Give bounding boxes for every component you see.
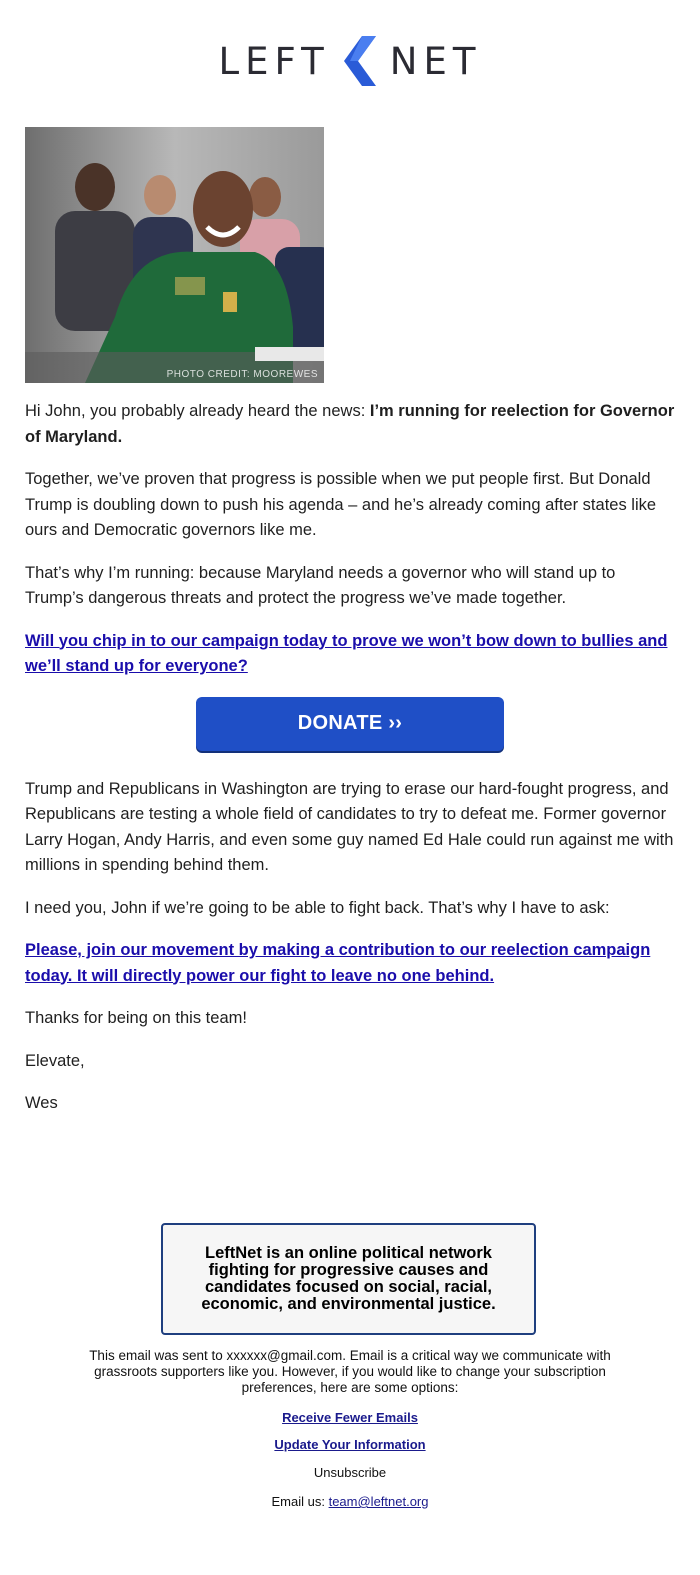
receive-fewer-emails-link[interactable]: Receive Fewer Emails	[282, 1410, 418, 1425]
contribution-link[interactable]: Please, join our movement by making a contribution to our reelection campaign today. It will directly power our fight to leave no one behind.	[25, 941, 651, 985]
logo-text-left: LEFT	[218, 39, 330, 83]
donate-wrapper	[25, 697, 675, 751]
candidate-photo	[25, 127, 324, 383]
email-us-label: Email us:	[271, 1494, 329, 1509]
donate-button[interactable]: DONATE ››	[196, 697, 504, 751]
chip-in-link[interactable]: Will you chip in to our campaign today to prove we won’t bow down to bullies and we’ll stand up for everyone?	[25, 631, 668, 675]
photo-illustration	[25, 127, 324, 383]
about-leftnet-box	[161, 1223, 536, 1335]
unsubscribe-link[interactable]: Unsubscribe	[313, 1465, 387, 1480]
subscription-note: This email was sent to xxxxxx@gmail.com. Email is a critical way we communicate with grassroots supporters like you. However, if you would like to change your subscription preferences, here are some options:	[89, 1348, 611, 1395]
intro-bold-text: I’m running for reelection for Governor of Maryland.	[25, 402, 675, 446]
opponents-paragraph: Trump and Republicans in Washington are trying to erase our hard-fought progress, and Republicans are testing a whole field of candidates to try to defeat me. Former governor Larry Hogan, Andy Harris, and even some guy named Ed Hale could run against me with millions in spending behind them.	[25, 779, 674, 874]
update-information-link[interactable]: Update Your Information	[274, 1437, 426, 1452]
thanks-paragraph: Thanks for being on this team!	[25, 1009, 247, 1027]
intro-text: Hi John, you probably already heard the news:	[25, 402, 370, 420]
photo-credit: PHOTO CREDIT: MOOREWES	[166, 369, 318, 380]
reason-paragraph: That’s why I’m running: because Maryland needs a governor who will stand up to Trump’s dangerous threats and protect the progress we’ve made together.	[25, 563, 616, 607]
logo-text-right: NET	[389, 39, 482, 83]
about-leftnet-text: LeftNet is an online political network fighting for progressive causes and candidates focused on social, racial, economic, and environmental justice.	[201, 1244, 496, 1313]
email-header	[0, 0, 700, 120]
chevron-left-icon	[342, 36, 376, 86]
intro-paragraph	[25, 399, 675, 450]
leftnet-logo[interactable]	[219, 36, 482, 86]
email-us-line	[0, 1494, 700, 1509]
progress-paragraph: Together, we’ve proven that progress is possible when we put people first. But Donald Trump is doubling down to push his agenda – and he’s already coming after states like ours and Democratic governors like me.	[25, 470, 657, 539]
ask-paragraph: I need you, John if we’re going to be able to fight back. That’s why I have to ask:	[25, 898, 610, 917]
signoff: Elevate,	[25, 1051, 85, 1070]
signature: Wes	[25, 1094, 58, 1112]
contact-email-link[interactable]: team@leftnet.org	[328, 1494, 429, 1509]
email-body	[25, 399, 675, 1134]
